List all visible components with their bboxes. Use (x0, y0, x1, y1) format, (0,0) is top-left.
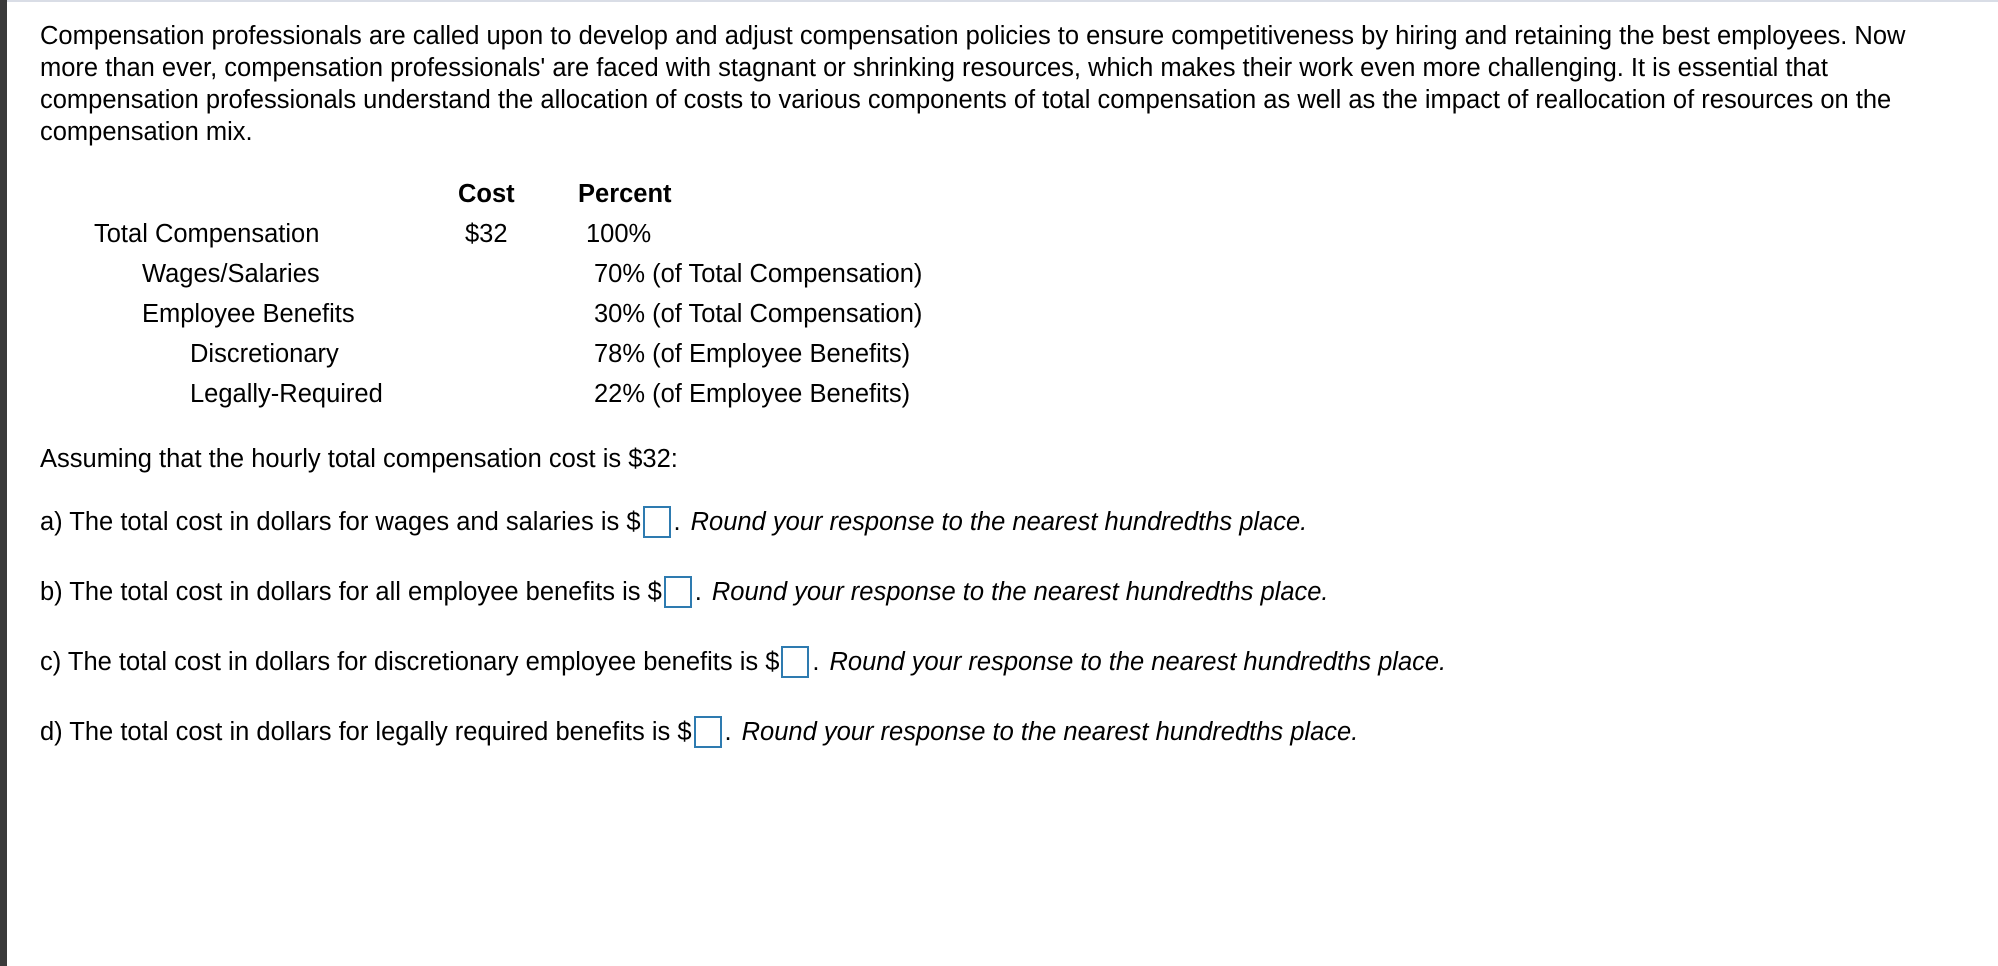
question-c-note: Round your response to the nearest hundredths place. (829, 647, 1447, 676)
row-label: Total Compensation (94, 220, 320, 248)
question-b (40, 576, 1329, 608)
question-content (40, 20, 1970, 746)
question-d-note: Round your response to the nearest hundredths place. (741, 717, 1359, 746)
row-label: Employee Benefits (142, 300, 355, 328)
question-b-suffix: . (694, 577, 702, 606)
row-percent: 30% (of Total Compensation) (594, 300, 923, 328)
question-c-suffix: . (812, 647, 820, 676)
row-cost: $32 (465, 220, 508, 248)
question-a (40, 506, 1307, 538)
question-d-suffix: . (724, 717, 732, 746)
row-percent: 100% (586, 220, 652, 248)
table-row-total-compensation (40, 220, 940, 260)
row-percent: 22% (of Employee Benefits) (594, 380, 911, 408)
question-b-prefix: b) The total cost in dollars for all employee benefits is $ (40, 577, 662, 606)
table-row-employee-benefits (40, 300, 940, 340)
table-row-legally-required (40, 380, 940, 420)
question-c (40, 646, 1446, 678)
answer-a-input[interactable] (643, 506, 671, 538)
row-label: Wages/Salaries (142, 260, 320, 288)
question-c-prefix: c) The total cost in dollars for discretionary employee benefits is $ (40, 647, 780, 676)
percent-column-header: Percent (578, 180, 672, 208)
question-b-note: Round your response to the nearest hundredths place. (711, 577, 1329, 606)
row-percent: 78% (of Employee Benefits) (594, 340, 911, 368)
window-left-edge (0, 0, 7, 966)
answer-d-input[interactable] (694, 716, 722, 748)
cost-column-header: Cost (458, 180, 515, 208)
assumption-text: Assuming that the hourly total compensation cost is $32: (40, 445, 678, 473)
row-label: Discretionary (190, 340, 339, 368)
row-label: Legally-Required (190, 380, 383, 408)
intro-paragraph: Compensation professionals are called upon to develop and adjust compensation policies to ensure competitiveness by hiring and retaining the best employees. Now more than ever, compensation professionals' are faced with stagnant or shrinking resources, which makes their work even more challenging. It is essential that compensation professionals understand the allocation of costs to various components of total compensation as well as the impact of reallocation of resources on the compensation mix. (40, 22, 1906, 146)
question-a-suffix: . (673, 507, 681, 536)
row-percent: 70% (of Total Compensation) (594, 260, 923, 288)
table-row-discretionary (40, 340, 940, 380)
answer-b-input[interactable] (664, 576, 692, 608)
table-header-row (40, 180, 940, 220)
question-d-prefix: d) The total cost in dollars for legally required benefits is $ (40, 717, 692, 746)
question-d (40, 716, 1358, 748)
question-a-note: Round your response to the nearest hundredths place. (690, 507, 1308, 536)
answer-c-input[interactable] (781, 646, 809, 678)
top-divider (7, 0, 1998, 2)
table-row-wages-salaries (40, 260, 940, 300)
compensation-table (40, 180, 940, 420)
question-a-prefix: a) The total cost in dollars for wages and salaries is $ (40, 507, 641, 536)
